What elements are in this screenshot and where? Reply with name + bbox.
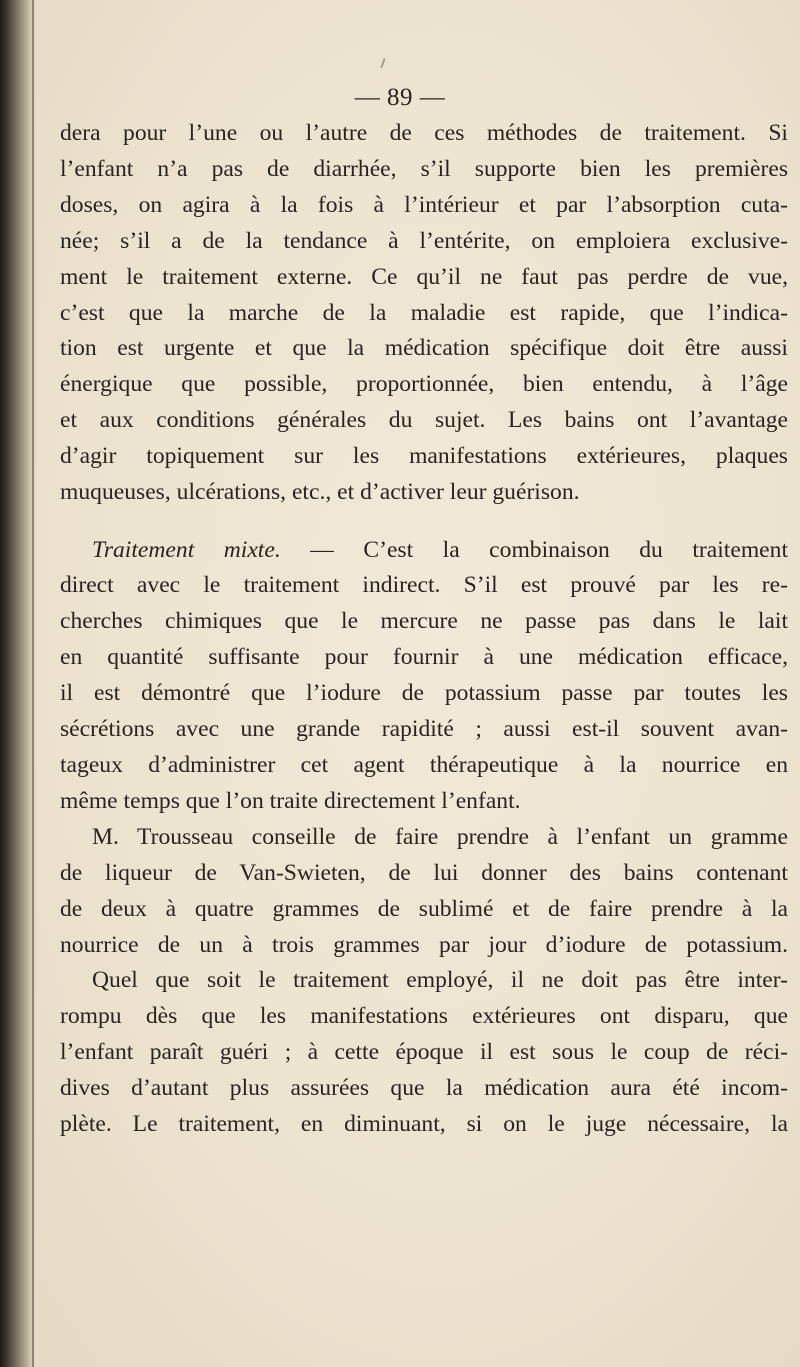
text-line: dera pour l’une ou l’autre de ces méthodes de traitement. Si (60, 120, 788, 146)
ink-mark (380, 58, 385, 68)
text-line: en quantité suffisante pour fournir à une médication efficace, (60, 644, 788, 670)
section-heading: Traitement mixte. (92, 537, 281, 563)
text-line: doses, on agira à la fois à l’intérieur et par l’absorption cuta- (60, 192, 788, 218)
text-run: — C’est la combinaison du traitement (280, 537, 789, 563)
text-line: l’enfant paraît guéri ; à cette époque il est sous le coup de réci- (60, 1039, 788, 1065)
text-line: il est démontré que l’iodure de potassium passe par toutes les (60, 680, 788, 706)
text-line: tageux d’administrer cet agent thérapeutique à la nourrice en (60, 752, 788, 778)
text-line: nourrice de un à trois grammes par jour d’iodure de potassium. (60, 932, 788, 958)
text-line: et aux conditions générales du sujet. Les bains ont l’avantage (60, 407, 788, 433)
text-line: M. Trousseau conseille de faire prendre à l’enfant un gramme (92, 824, 788, 850)
text-line: c’est que la marche de la maladie est rapide, que l’indica- (60, 300, 788, 326)
text-line: née; s’il a de la tendance à l’entérite, on emploiera exclusive- (60, 228, 788, 254)
text-line: plète. Le traitement, en diminuant, si on le juge nécessaire, la (60, 1111, 788, 1137)
text-line: l’enfant n’a pas de diarrhée, s’il supporte bien les premières (60, 156, 788, 182)
text-line: sécrétions avec une grande rapidité ; aussi est-il souvent avan- (60, 716, 788, 742)
text-line: ment le traitement externe. Ce qu’il ne faut pas perdre de vue, (60, 264, 788, 290)
text-line: même temps que l’on traite directement l’enfant. (60, 788, 521, 814)
binding-edge-line (32, 0, 34, 1367)
text-line: tion est urgente et que la médication spécifique doit être aussi (60, 335, 788, 361)
text-line: de liqueur de Van-Swieten, de lui donner des bains contenant (60, 860, 788, 886)
text-line: rompu dès que les manifestations extérieures ont disparu, que (60, 1003, 788, 1029)
text-line-first (92, 535, 788, 565)
text-line: d’agir topiquement sur les manifestations extérieures, plaques (60, 443, 788, 469)
text-line: cherches chimiques que le mercure ne passe pas dans le lait (60, 608, 788, 634)
text-line: de deux à quatre grammes de sublimé et de faire prendre à la (60, 896, 788, 922)
text-line: muqueuses, ulcérations, etc., et d’activer leur guérison. (60, 479, 580, 505)
text-line: Quel que soit le traitement employé, il ne doit pas être inter- (92, 967, 788, 993)
text-line: direct avec le traitement indirect. S’il est prouvé par les re- (60, 572, 788, 598)
text-line: dives d’autant plus assurées que la médication aura été incom- (60, 1075, 788, 1101)
text-line: énergique que possible, proportionnée, bien entendu, à l’âge (60, 371, 788, 397)
page-number: — 89 — (354, 84, 446, 111)
